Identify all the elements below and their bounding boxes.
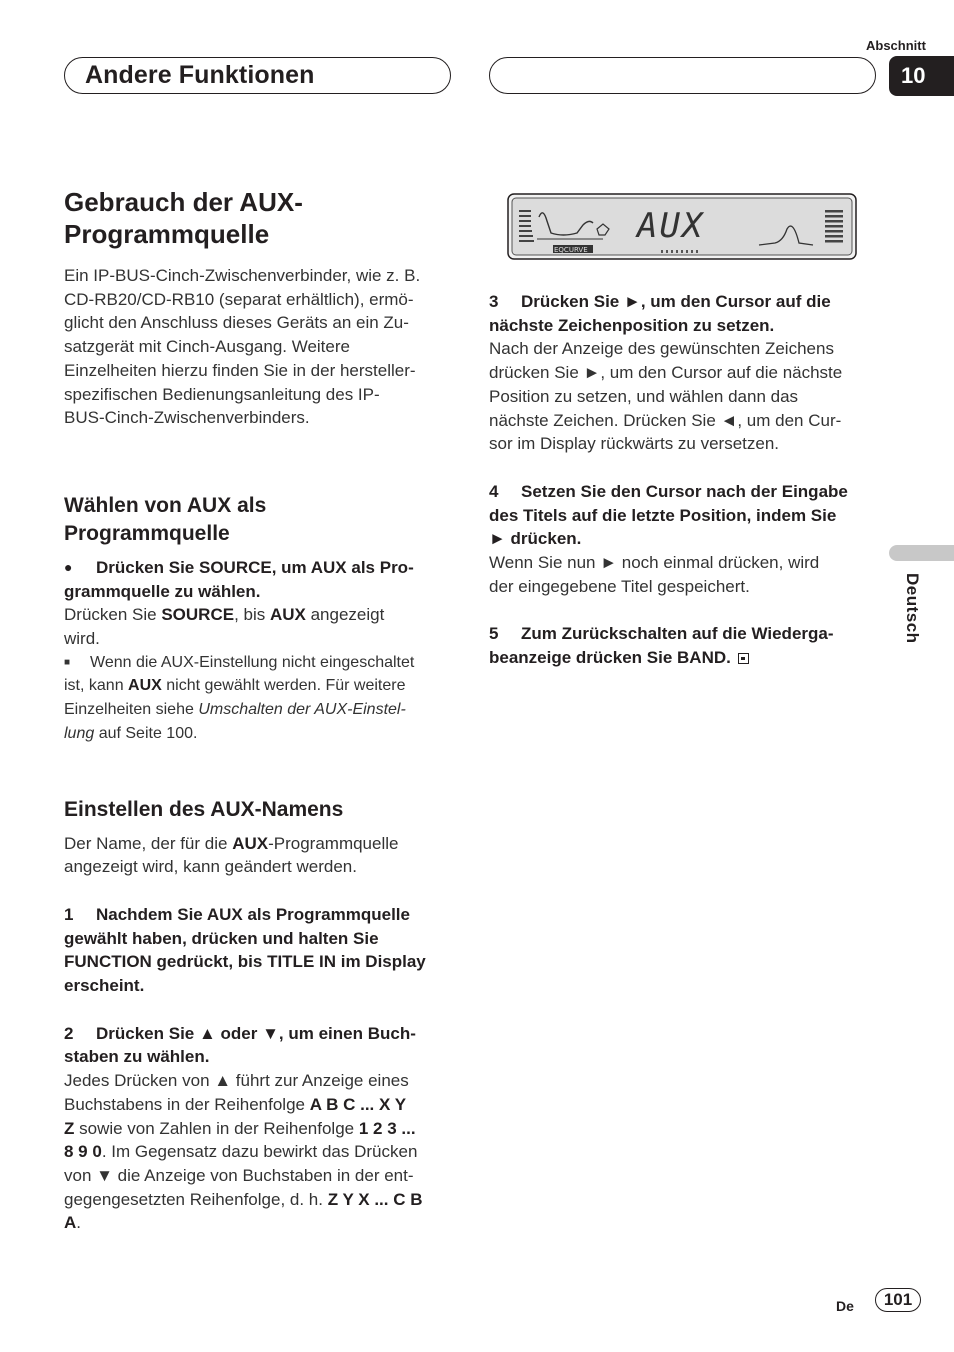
bullet-icon: ● <box>64 558 73 575</box>
language-label: Deutsch <box>903 573 922 644</box>
section-label: Abschnitt <box>866 38 926 53</box>
intro-paragraph: Ein IP-BUS-Cinch-Zwischenverbinder, wie z. B. CD-RB20/CD-RB10 (separat erhältlich), ermö- glicht den Anschluss dieses Geräts an ein Zu- satzgerät mit Cinch-Ausgang. Weitere Einzelheiten hierzu finden Sie in der hersteller- spezifischen Bedienungsanleitung des IP- BUS-Cinch-Zwischenverbinders. <box>64 266 421 428</box>
page-number-text: 101 <box>883 1290 913 1309</box>
page-title <box>64 186 452 250</box>
note-square-icon: ■ <box>64 656 71 668</box>
step-4-body: Wenn Sie nun ► noch einmal drücken, wird der eingegebene Titel gespeichert. <box>489 553 820 596</box>
aux-name-intro: Der Name, der für die AUX-Programmquelle angezeigt wird, kann geändert werden. <box>64 833 399 877</box>
step-5: 5 Zum Zurückschalten auf die Wiederga- beanzeige drücken Sie BAND. <box>489 624 834 668</box>
section-title-pill <box>64 57 451 94</box>
header-empty-pill <box>489 57 876 94</box>
section-title: Andere Funktionen <box>85 61 315 89</box>
page-number <box>875 1288 921 1312</box>
note-paragraph: ■ Wenn die AUX-Einstellung nicht eingeschaltet ist, kann AUX nicht gewählt werden. Für weitere Einzelheiten siehe Umschalten der AUX-Einstel- lung auf Seite 100. <box>64 651 452 746</box>
left-column <box>64 186 452 1235</box>
step-4: 4 Setzen Sie den Cursor nach der Eingabe des Titels auf die letzte Position, indem Sie ► drücken. <box>489 481 848 549</box>
step-2: 2 Drücken Sie ▲ oder ▼, um einen Buch- staben zu wählen. <box>64 1023 416 1067</box>
subheading-aux-name: Einstellen des AUX-Namens <box>64 797 344 821</box>
lcd-display-illustration <box>507 193 857 260</box>
lcd-eq-label: EQCURVE <box>554 246 588 254</box>
section-number: 10 <box>901 63 926 88</box>
page-title-line2: Programmquelle <box>64 219 270 249</box>
page-title-line1: Gebrauch der AUX- <box>64 187 303 217</box>
language-tab <box>889 545 954 561</box>
press-source-text: Drücken Sie SOURCE, bis AUX angezeigt wird. <box>64 605 385 649</box>
step-2-body: Jedes Drücken von ▲ führt zur Anzeige eines Buchstabens in der Reihenfolge A B C ... X Y Z sowie von Zahlen in der Reihenfolge 1 2 3 ... 8 9 0. Im Gegensatz dazu bewirkt das Drücken von ▼ die Anzeige von Buchstaben in der ent- gegengesetzten Reihenfolge, d. h. Z Y X ... C B A. <box>64 1071 423 1233</box>
end-mark-icon <box>738 653 749 664</box>
step-1: 1 Nachdem Sie AUX als Programmquelle gewählt haben, drücken und halten Sie FUNCTION gedrückt, bis TITLE IN im Display erscheint. <box>64 904 426 996</box>
section-number-badge <box>889 56 954 96</box>
bullet-instruction: ● Drücken Sie SOURCE, um AUX als Pro- grammquelle zu wählen. <box>64 557 414 601</box>
lcd-text: AUX <box>637 206 705 246</box>
subheading-select-aux: Wählen von AUX als Programmquelle <box>64 493 267 545</box>
step-3: 3 Drücken Sie ►, um den Cursor auf die nächste Zeichenposition zu setzen. <box>489 292 831 335</box>
step-3-body: Nach der Anzeige des gewünschten Zeichens drücken Sie ►, um den Cursor auf die nächste Position zu setzen, und wählen dann das nächste Zeichen. Drücken Sie ◄, um den Cur- sor im Display rückwärts zu versetzen. <box>489 339 843 454</box>
right-column <box>489 290 877 670</box>
footer-language: De <box>836 1298 854 1314</box>
